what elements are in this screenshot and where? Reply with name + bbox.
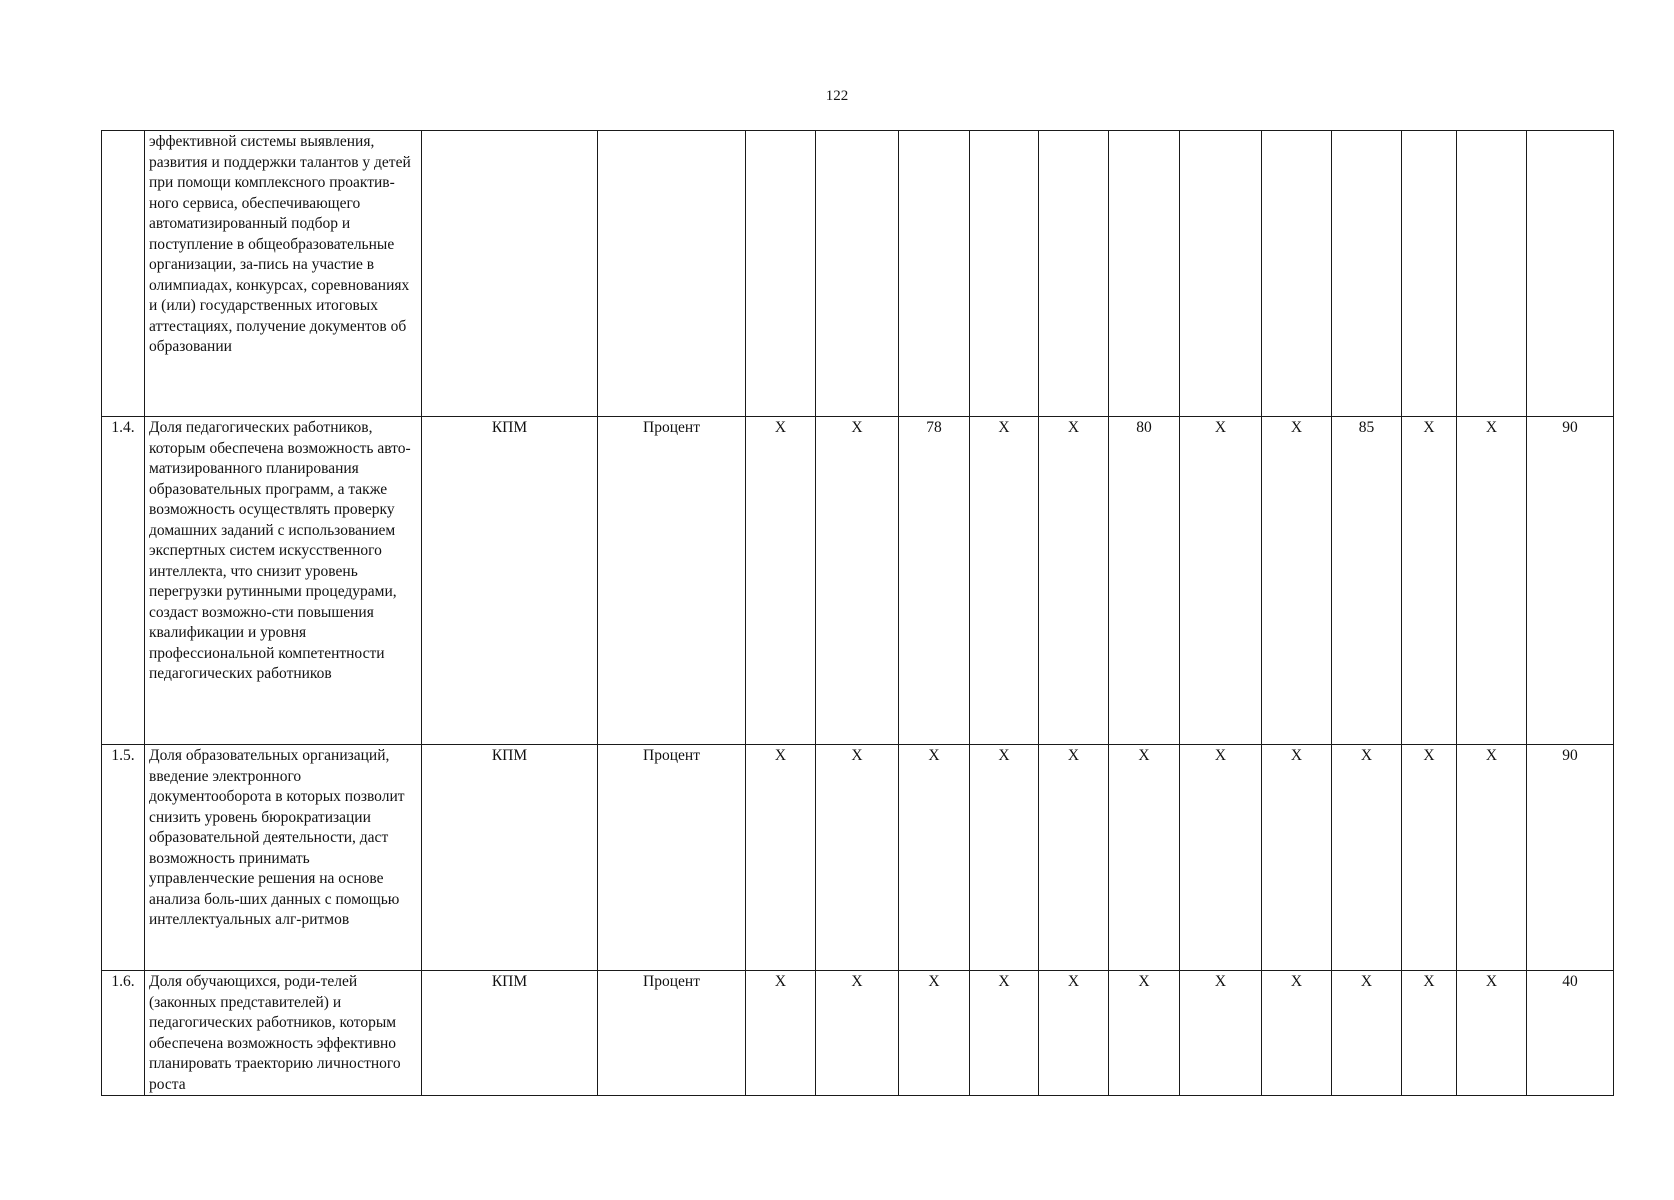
value-cell: Х <box>1457 745 1527 971</box>
value-cell <box>1180 131 1262 417</box>
indicator-table <box>101 130 1614 1096</box>
value-cell: Х <box>899 971 970 1096</box>
value-cell: Х <box>1262 417 1332 745</box>
indicator-type: КПМ <box>422 417 598 745</box>
table-row <box>102 745 1614 971</box>
value-cell: Х <box>746 971 816 1096</box>
value-cell: 40 <box>1527 971 1614 1096</box>
row-number: 1.6. <box>102 971 145 1096</box>
value-cell: 90 <box>1527 417 1614 745</box>
value-cell <box>1109 131 1180 417</box>
value-cell <box>1262 131 1332 417</box>
value-cell <box>1332 131 1402 417</box>
value-cell: 80 <box>1109 417 1180 745</box>
value-cell: Х <box>1180 745 1262 971</box>
value-cell <box>816 131 899 417</box>
unit-of-measure: Процент <box>598 971 746 1096</box>
value-cell: Х <box>1180 971 1262 1096</box>
unit-of-measure: Процент <box>598 745 746 971</box>
value-cell <box>1039 131 1109 417</box>
value-cell: Х <box>1332 745 1402 971</box>
value-cell <box>899 131 970 417</box>
value-cell: Х <box>816 417 899 745</box>
value-cell: Х <box>1039 971 1109 1096</box>
value-cell: Х <box>970 417 1039 745</box>
row-number: 1.5. <box>102 745 145 971</box>
indicator-description: Доля педагогических работников, которым обеспечена возможность авто-матизированного планирования образовательных программ, а также возможность осуществлять проверку домашних заданий с использованием экспертных систем искусственного интеллекта, что снизит уровень перегрузки рутинными процедурами, создаст возможно-сти повышения квалификации и уровня профессиональной компетентности педагогических работников <box>145 417 422 745</box>
indicator-type <box>422 131 598 417</box>
table-row <box>102 131 1614 417</box>
row-number <box>102 131 145 417</box>
value-cell: 78 <box>899 417 970 745</box>
table-row <box>102 417 1614 745</box>
value-cell: Х <box>816 745 899 971</box>
value-cell: Х <box>746 417 816 745</box>
row-number: 1.4. <box>102 417 145 745</box>
value-cell: Х <box>970 745 1039 971</box>
indicator-type: КПМ <box>422 971 598 1096</box>
value-cell: Х <box>1402 971 1457 1096</box>
page-number: 122 <box>825 88 849 104</box>
value-cell <box>1402 131 1457 417</box>
unit-of-measure <box>598 131 746 417</box>
value-cell: Х <box>970 971 1039 1096</box>
value-cell: Х <box>816 971 899 1096</box>
indicator-description: Доля образовательных организаций, введение электронного документооборота в которых позволит снизить уровень бюрократизации образовательной деятельности, даст возможность принимать управленческие решения на основе анализа боль-ших данных с помощью интеллектуальных алг-ритмов <box>145 745 422 971</box>
value-cell: Х <box>746 745 816 971</box>
value-cell <box>746 131 816 417</box>
value-cell: Х <box>1402 417 1457 745</box>
value-cell: Х <box>1402 745 1457 971</box>
value-cell <box>1527 131 1614 417</box>
unit-of-measure: Процент <box>598 417 746 745</box>
value-cell: Х <box>1109 971 1180 1096</box>
value-cell: Х <box>1262 971 1332 1096</box>
value-cell: Х <box>1332 971 1402 1096</box>
value-cell <box>1457 131 1527 417</box>
value-cell: 85 <box>1332 417 1402 745</box>
value-cell <box>970 131 1039 417</box>
value-cell: 90 <box>1527 745 1614 971</box>
value-cell: Х <box>1457 417 1527 745</box>
value-cell: Х <box>1039 417 1109 745</box>
value-cell: Х <box>1180 417 1262 745</box>
indicator-type: КПМ <box>422 745 598 971</box>
value-cell: Х <box>1039 745 1109 971</box>
table-row <box>102 971 1614 1096</box>
value-cell: Х <box>1109 745 1180 971</box>
value-cell: Х <box>899 745 970 971</box>
value-cell: Х <box>1262 745 1332 971</box>
indicator-description: Доля обучающихся, роди-телей (законных представителей) и педагогических работников, которым обеспечена возможность эффективно планировать траекторию личностного роста <box>145 971 422 1096</box>
indicator-description: эффективной системы выявления, развития и поддержки талантов у детей при помощи комплексного проактив-ного сервиса, обеспечивающего автоматизированный подбор и поступление в общеобразовательные организации, за-пись на участие в олимпиадах, конкурсах, соревнованиях и (или) государственных итоговых аттестациях, получение документов об образовании <box>145 131 422 417</box>
value-cell: Х <box>1457 971 1527 1096</box>
